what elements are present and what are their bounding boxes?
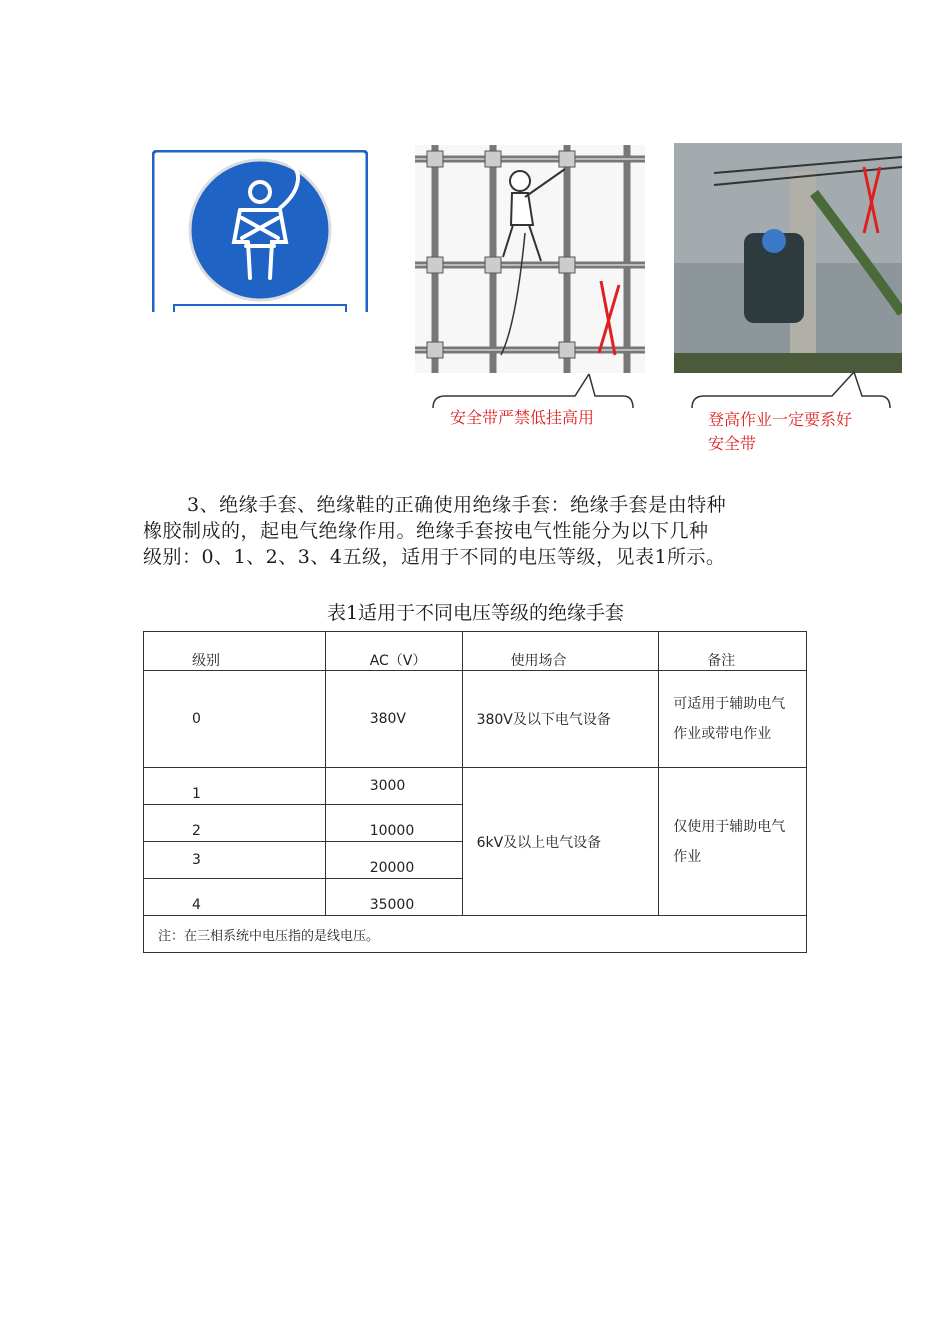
pole-climber-photo [674, 143, 902, 373]
header-note: 备注 [707, 653, 736, 669]
cell-level: 3 [192, 852, 201, 868]
cell-ac: 10000 [369, 823, 415, 839]
body-paragraph [143, 492, 808, 570]
cell-level: 0 [192, 711, 201, 727]
table-footnote-row [144, 916, 807, 953]
cell-level: 2 [192, 823, 201, 839]
paragraph-line: 橡胶制成的，起电气绝缘作用。绝缘手套按电气性能分为以下几种 [143, 520, 709, 542]
cell-ac: 20000 [369, 860, 415, 876]
cell-note: 可适用于辅助电气作业或带电作业 [673, 696, 786, 742]
table-footnote: 注：在三相系统中电压指的是线电压。 [158, 928, 380, 944]
glove-grade-table [143, 631, 807, 953]
callout-climb-text: 登高作业一定要系好安全带 [708, 410, 853, 453]
cell-ac: 35000 [369, 897, 415, 913]
callout-low-hook-text: 安全带严禁低挂高用 [450, 408, 595, 427]
cell-ac: 3000 [369, 778, 406, 794]
cell-usage-group: 6kV及以上电气设备 [476, 834, 602, 851]
cell-ac: 380V [369, 711, 406, 727]
header-ac: AC（V） [369, 653, 427, 669]
safety-harness-sign-icon [152, 150, 368, 312]
cell-level: 4 [192, 897, 201, 913]
table-row [144, 768, 807, 805]
table-row [144, 671, 807, 768]
table-caption: 表1适用于不同电压等级的绝缘手套 [326, 602, 625, 624]
header-level: 级别 [192, 653, 220, 669]
scaffold-worker-illustration [415, 145, 645, 373]
paragraph-line: 3、绝缘手套、绝缘鞋的正确使用绝缘手套：绝缘手套是由特种 [187, 494, 727, 516]
header-usage: 使用场合 [510, 653, 567, 669]
table-header-row [144, 632, 807, 671]
cell-level: 1 [192, 786, 201, 802]
paragraph-line: 级别：0、1、2、3、4五级，适用于不同的电压等级，见表1所示。 [143, 546, 726, 568]
cell-usage: 380V及以下电气设备 [476, 712, 611, 728]
callout-bracket-left [425, 370, 635, 410]
cell-note-group: 仅使用于辅助电气作业 [673, 818, 786, 865]
callout-bracket-right [684, 370, 894, 410]
